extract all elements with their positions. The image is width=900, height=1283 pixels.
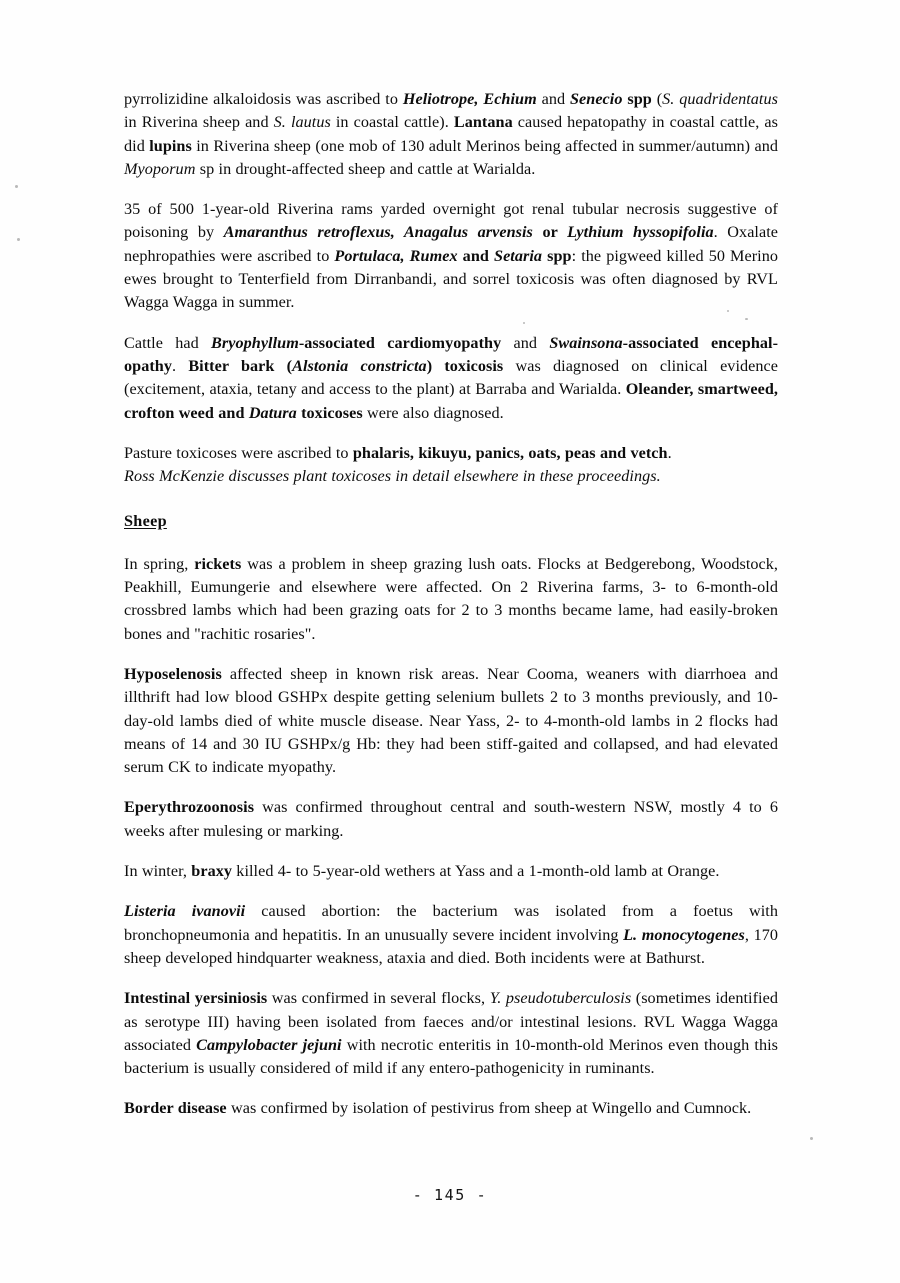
species-name-s-quadridentatus: S. quadridentatus	[662, 90, 778, 108]
paragraph-cattle-toxicoses	[124, 332, 778, 425]
species-name-myoporum: Myoporum	[124, 159, 196, 178]
text-run: were also diagnosed.	[362, 403, 504, 422]
document-body	[124, 88, 778, 1121]
text-run: Pasture toxicoses were ascribed to	[124, 443, 353, 462]
species-name-lythium-hyssopifolia: Lythium hyssopifolia	[567, 223, 714, 242]
text-run: in coastal cattle).	[330, 113, 454, 132]
text-run: 35 of 500 1-year-old Riverina rams yarded overnight got renal tubular necrosis suggestive of poisoning by	[124, 200, 778, 242]
species-name-senecio: Senecio	[569, 90, 623, 108]
text-run: ) toxicosis	[426, 356, 504, 375]
text-run: In spring,	[124, 554, 195, 573]
scan-speck-icon	[17, 238, 20, 241]
species-name-campylobacter-jejuni: Campylobacter jejuni	[196, 1035, 342, 1054]
species-name-bryophyllum: Bryophyllum	[211, 333, 299, 352]
text-run: was confirmed by isolation of pestivirus from sheep at Wingello and Cumnock.	[226, 1099, 752, 1118]
text-run: . Oxalate nephropathies were ascribed to	[124, 223, 778, 265]
text-run: In winter,	[124, 862, 192, 881]
text-run: was confirmed in several flocks,	[267, 989, 490, 1008]
text-run: pyrrolizidine alkaloidosis was ascribed to	[124, 90, 403, 108]
plant-names-oleander-smartweed-crofton: Oleander, smartweed, crofton weed and	[124, 380, 778, 422]
plant-name-lupins: lupins	[149, 136, 192, 155]
text-run: affected sheep in known risk areas. Near Cooma, weaners with diarrhoea and illthrift had low blood GSHPx despite getting selenium bullets 2 to 3 months previously, and 10-day-old lambs died of white muscle disease. Near Yass, 2- to 4-month-old lambs in 2 flocks had means of 14 and 30 IU GSHPx/g Hb: they had been stiff-gaited and collapsed, and had elevated serum CK to indicate myopathy.	[124, 664, 778, 777]
text-run: and	[536, 90, 570, 108]
paragraph-yersiniosis	[124, 987, 778, 1080]
disease-name-eperythrozoonosis: Eperythrozoonosis	[124, 798, 255, 817]
text-run: in Riverina sheep (one mob of 130 adult Merinos being affected in summer/autumn) and	[191, 136, 779, 155]
text-run: (	[651, 90, 663, 108]
paragraph-eperythrozoonosis	[124, 796, 778, 843]
text-run: -associated cardiomyopathy	[298, 333, 502, 352]
text-run: .	[667, 443, 672, 462]
text-run: Bitter bark (	[188, 356, 293, 375]
disease-name-rickets: rickets	[194, 554, 242, 573]
text-run: spp	[542, 246, 572, 265]
species-name-alstonia-constricta: Alstonia constricta	[292, 356, 427, 375]
species-name-amaranthus-anagalus: Amaranthus retroflexus, Anagalus arvensis	[223, 223, 533, 242]
text-run: toxicoses	[296, 403, 363, 422]
disease-name-hyposelenosis: Hyposelenosis	[124, 664, 222, 683]
paragraph-border-disease	[124, 1097, 778, 1120]
text-run: caused hepatopathy in coastal cattle, as did	[124, 113, 779, 155]
species-name-portulaca-rumex: Portulaca, Rumex	[334, 246, 458, 265]
text-run: sp in drought-affected sheep and cattle at Warialda.	[195, 159, 536, 178]
page-number: - 145 -	[412, 1186, 488, 1204]
pasture-plant-list: phalaris, kikuyu, panics, oats, peas and vetch	[352, 443, 668, 462]
disease-name-border-disease: Border disease	[124, 1099, 227, 1118]
text-run: spp	[622, 90, 652, 108]
paragraph-pasture-toxicoses	[124, 442, 778, 489]
text-run: was a problem in sheep grazing lush oats. Flocks at Bedgerebong, Woodstock, Peakhill, Eumungerie and elsewhere were affected. On 2 Riverina farms, 3- to 6-month-old crossbred lambs which had been grazing oats for 2 to 3 months became lame, had easily-broken bones and "rachitic rosaries".	[124, 554, 778, 643]
disease-name-intestinal-yersiniosis: Intestinal yersiniosis	[124, 989, 268, 1008]
species-name-swainsona: Swainsona	[549, 333, 623, 352]
text-run: was confirmed throughout central and south-western NSW, mostly 4 to 6 weeks after mulesing or marking.	[124, 798, 778, 840]
text-run: : the pigweed killed 50 Merino ewes brought to Tenterfield from Dirranbandi, and sorrel toxicosis was often diagnosed by RVL Wagga Wagga in summer.	[124, 246, 778, 312]
species-name-y-pseudotuberculosis: Y. pseudotuberculosis	[489, 989, 632, 1008]
species-name-l-monocytogenes: L. monocytogenes	[623, 925, 745, 944]
species-name-setaria: Setaria	[494, 246, 543, 265]
paragraph-listeria	[124, 900, 778, 970]
text-run: (sometimes identified as serotype III) having been isolated from faeces and/or intestinal lesions. RVL Wagga Wagga associated	[124, 989, 778, 1054]
text-run: was diagnosed on clinical evidence (excitement, ataxia, tetany and access to the plant) at Barraba and Warialda.	[124, 356, 778, 399]
text-run: and	[501, 333, 550, 352]
scan-speck-icon	[810, 1137, 813, 1140]
species-name-datura: Datura	[248, 403, 297, 422]
section-heading-sheep: Sheep	[124, 512, 167, 531]
disease-name-braxy: braxy	[191, 862, 232, 881]
paragraph-pyrrolizidine	[124, 88, 778, 181]
text-run: and	[457, 246, 495, 265]
paragraph-hyposelenosis	[124, 663, 778, 779]
paragraph-renal-tubular-necrosis	[124, 198, 778, 314]
scan-speck-icon	[15, 185, 18, 188]
text-run: -associated encephal-opathy	[124, 333, 779, 375]
species-name-heliotrope-echium: Heliotrope, Echium	[402, 90, 537, 108]
paragraph-braxy	[124, 860, 778, 883]
species-name-s-lautus: S. lautus	[273, 113, 331, 132]
cross-reference-note: Ross McKenzie discusses plant toxicoses in detail elsewhere in these proceedings.	[124, 467, 661, 486]
text-run: or	[532, 223, 568, 242]
text-run: in Riverina sheep and	[124, 113, 274, 132]
text-run: killed 4- to 5-year-old wethers at Yass and a 1-month-old lamb at Orange.	[232, 862, 720, 881]
paragraph-rickets	[124, 553, 778, 646]
text-run: Cattle had	[124, 333, 212, 352]
text-run: caused abortion: the bacterium was isolated from a foetus with bronchopneumonia and hepatitis. In an unusually severe incident involving	[124, 902, 778, 944]
text-run: , 170 sheep developed hindquarter weakness, ataxia and died. Both incidents were at Bathurst.	[124, 925, 778, 967]
text-run: with necrotic enteritis in 10-month-old Merinos even though this bacterium is usually considered of mild if any entero-pathogenicity in ruminants.	[124, 1035, 778, 1078]
text-run: .	[171, 356, 189, 375]
species-name-listeria-ivanovii: Listeria ivanovii	[124, 902, 246, 921]
plant-name-lantana: Lantana	[453, 113, 513, 132]
